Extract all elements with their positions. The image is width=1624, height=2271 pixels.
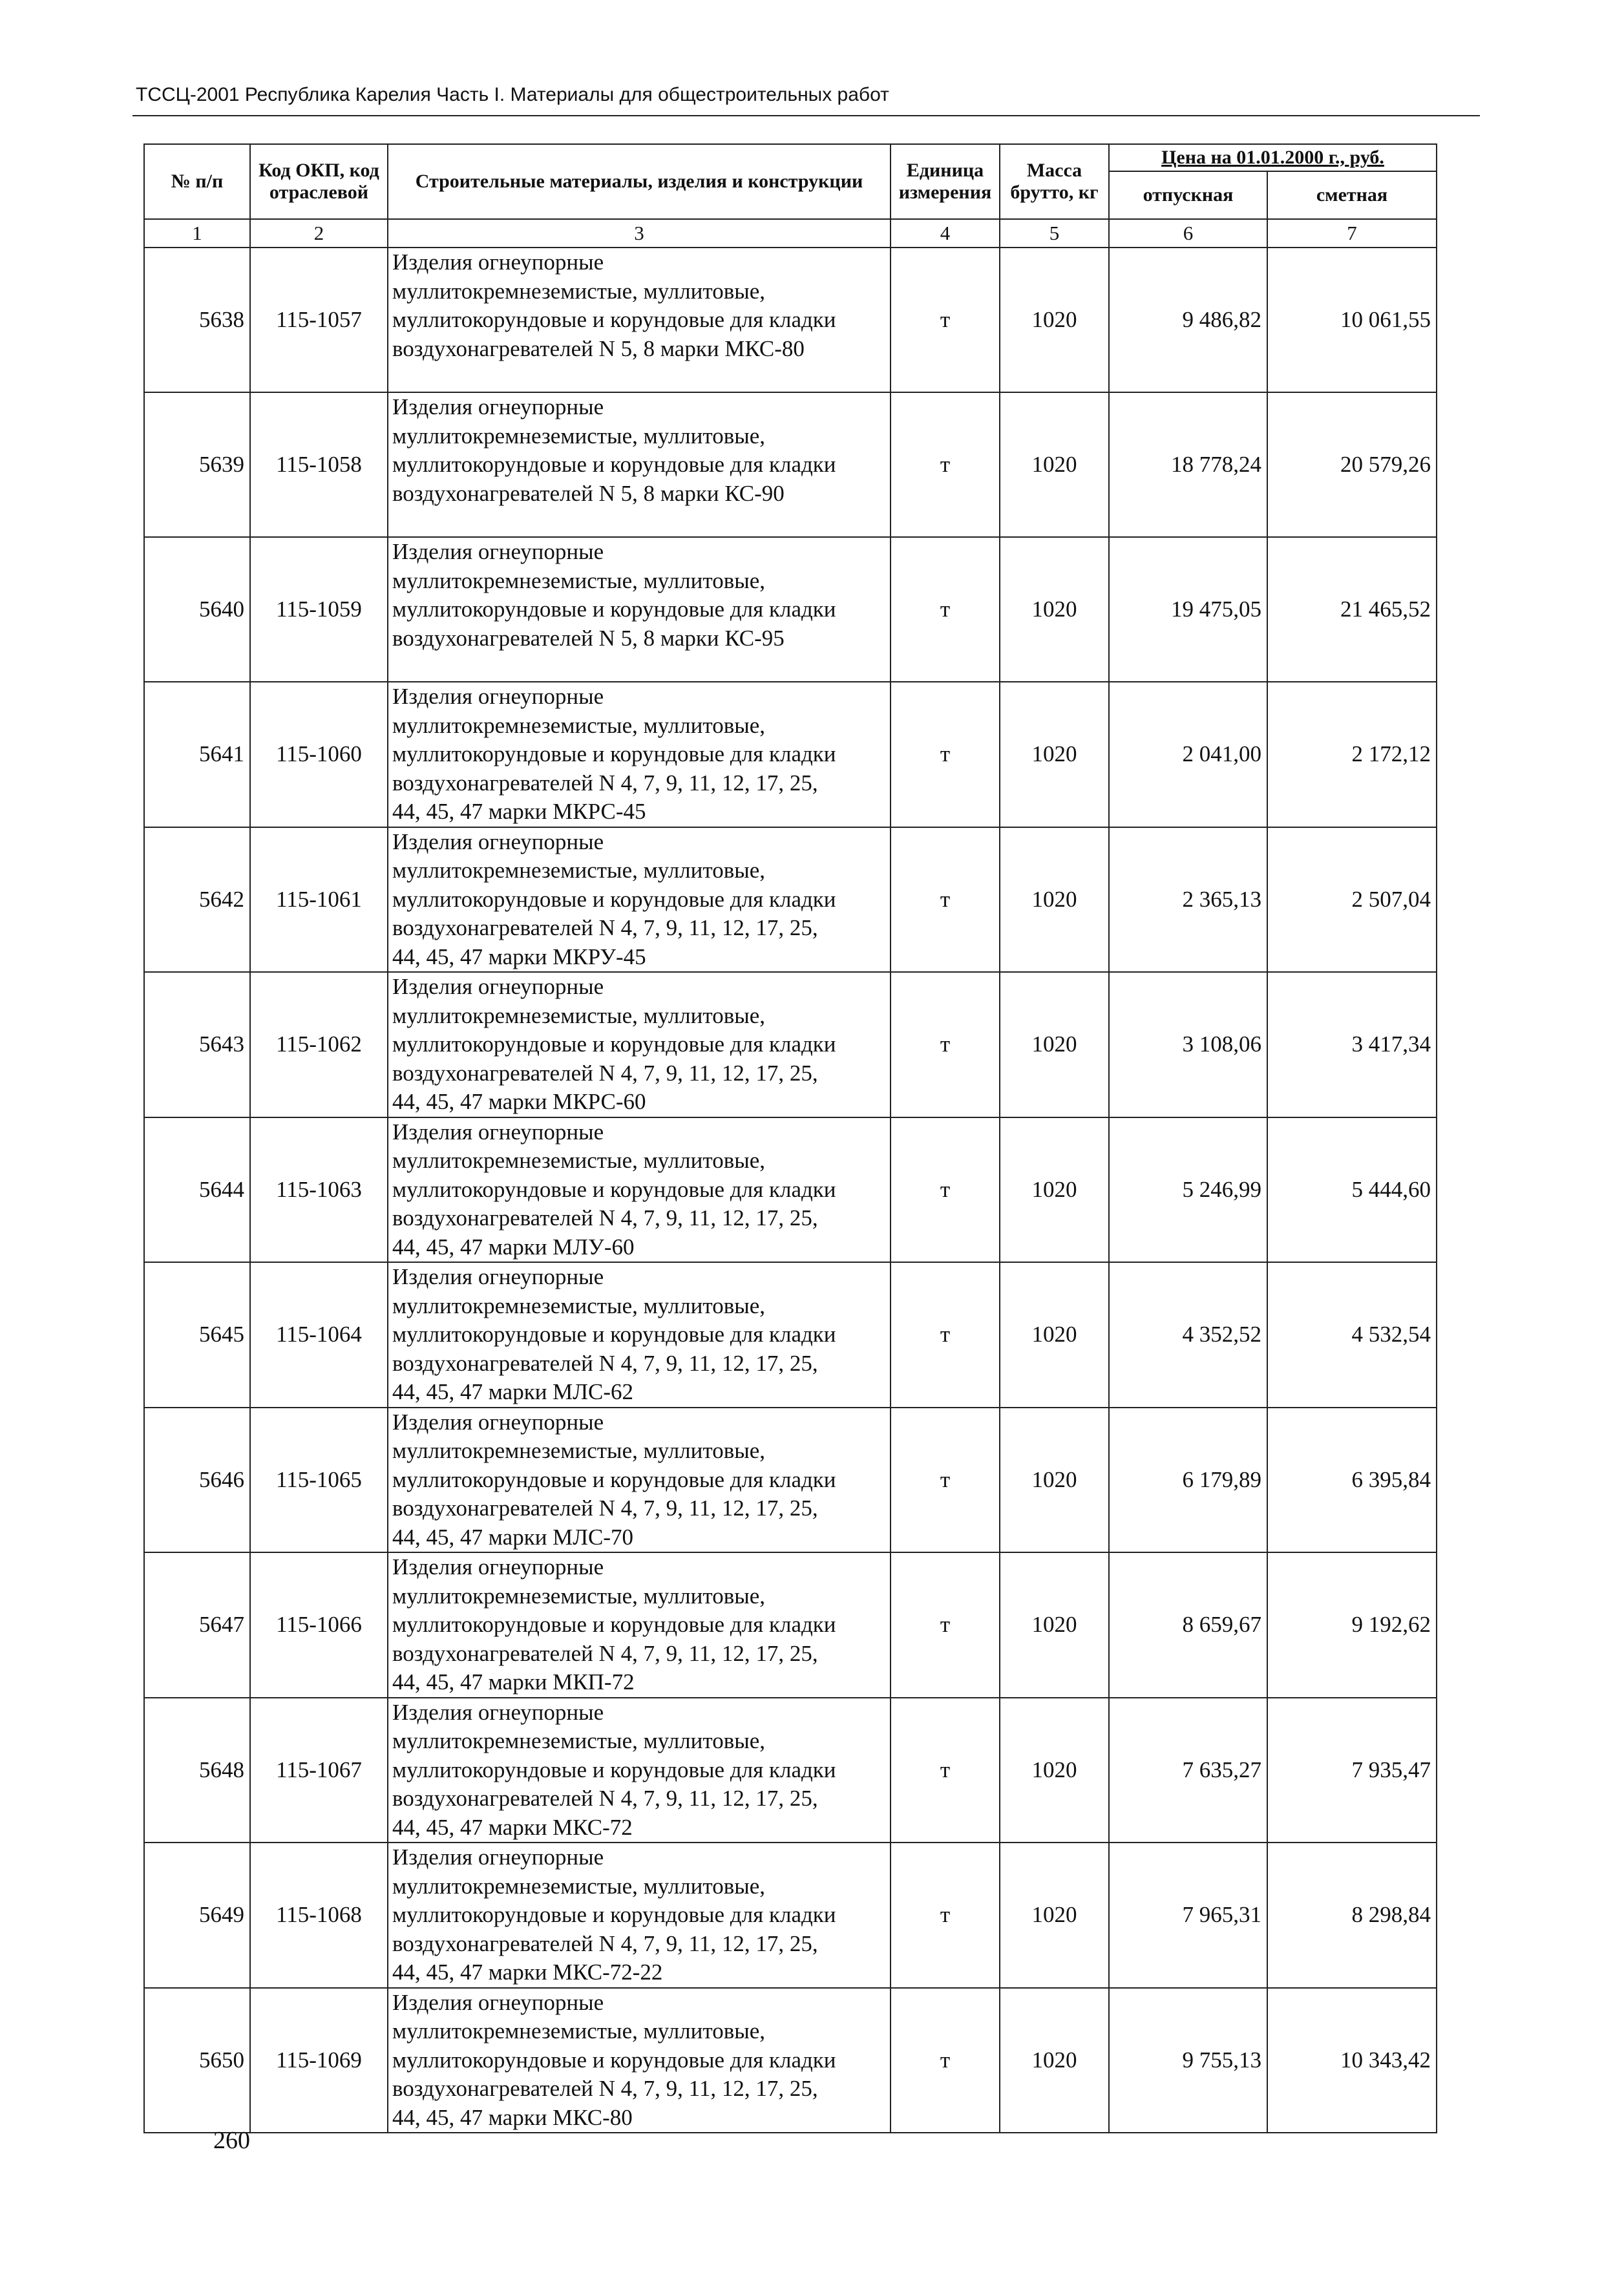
cell-name-line: муллитокремнеземистые, муллитовые, — [392, 2018, 766, 2044]
table-row — [144, 1698, 1437, 1843]
cell-name — [388, 1988, 891, 2133]
cell-unit: т — [891, 827, 1000, 973]
cell-name-line: Изделия огнеупорные — [392, 974, 604, 999]
cell-name — [388, 1843, 891, 1988]
cell-name-line: муллитокорундовые и корундовые для кладки — [392, 1031, 836, 1057]
cell-price-release: 3 108,06 — [1109, 972, 1267, 1117]
cell-name-line: муллитокорундовые и корундовые для кладки — [392, 886, 836, 912]
cell-no: 5646 — [144, 1408, 250, 1553]
cell-price-release: 9 755,13 — [1109, 1988, 1267, 2133]
cell-name — [388, 1262, 891, 1408]
cell-name-line: муллитокорундовые и корундовые для кладки — [392, 1176, 836, 1202]
cell-name — [388, 827, 891, 973]
cell-name-line: воздухонагревателей N 4, 7, 9, 11, 12, 17, 25, — [392, 770, 818, 796]
cell-name-line: воздухонагревателей N 5, 8 марки КС-90 — [392, 480, 785, 506]
header-name: Строительные материалы, изделия и конструкции — [388, 144, 891, 219]
cell-name — [388, 1552, 891, 1698]
cell-name-line: 44, 45, 47 марки МКРС-60 — [392, 1089, 646, 1114]
cell-name-line: воздухонагревателей N 4, 7, 9, 11, 12, 17, 25, — [392, 1930, 818, 1956]
cell-name-line: муллитокорундовые и корундовые для кладки — [392, 1322, 836, 1347]
cell-okp: 115-1067 — [250, 1698, 388, 1843]
cell-mass: 1020 — [1000, 827, 1109, 973]
cell-name-line: Изделия огнеупорные — [392, 1554, 604, 1579]
cell-name-line: муллитокремнеземистые, муллитовые, — [392, 1002, 766, 1028]
cell-price-estimate: 3 417,34 — [1267, 972, 1437, 1117]
cell-price-estimate: 5 444,60 — [1267, 1117, 1437, 1263]
cell-name — [388, 682, 891, 827]
cell-unit: т — [891, 537, 1000, 682]
cell-name-line: муллитокорундовые и корундовые для кладки — [392, 452, 836, 477]
cell-name-line: муллитокорундовые и корундовые для кладки — [392, 2047, 836, 2073]
column-number-row — [144, 219, 1437, 248]
cell-name-line: муллитокремнеземистые, муллитовые, — [392, 567, 766, 593]
header-rule — [132, 115, 1480, 116]
cell-unit: т — [891, 1408, 1000, 1553]
cell-okp: 115-1058 — [250, 392, 388, 537]
cell-name-line: воздухонагревателей N 4, 7, 9, 11, 12, 17, 25, — [392, 1495, 818, 1521]
cell-okp: 115-1063 — [250, 1117, 388, 1263]
cell-okp: 115-1066 — [250, 1552, 388, 1698]
column-number: 2 — [250, 219, 388, 248]
cell-price-estimate: 2 172,12 — [1267, 682, 1437, 827]
cell-name-line: муллитокорундовые и корундовые для кладки — [392, 1902, 836, 1927]
cell-unit: т — [891, 248, 1000, 392]
cell-name-line: Изделия огнеупорные — [392, 394, 604, 419]
cell-name-line: Изделия огнеупорные — [392, 1119, 604, 1145]
cell-name-line: 44, 45, 47 марки МКС-72-22 — [392, 1959, 663, 1985]
cell-unit: т — [891, 682, 1000, 827]
cell-price-estimate: 10 343,42 — [1267, 1988, 1437, 2133]
header-price-release: отпускная — [1109, 171, 1267, 219]
table-row — [144, 1262, 1437, 1408]
cell-mass: 1020 — [1000, 972, 1109, 1117]
cell-name-line: муллитокремнеземистые, муллитовые, — [392, 1148, 766, 1173]
cell-mass: 1020 — [1000, 1988, 1109, 2133]
cell-price-release: 2 365,13 — [1109, 827, 1267, 973]
cell-mass: 1020 — [1000, 682, 1109, 827]
cell-price-estimate: 8 298,84 — [1267, 1843, 1437, 1988]
cell-name-line: Изделия огнеупорные — [392, 1699, 604, 1725]
cell-okp: 115-1057 — [250, 248, 388, 392]
cell-no: 5649 — [144, 1843, 250, 1988]
cell-name-line: воздухонагревателей N 4, 7, 9, 11, 12, 17, 25, — [392, 1060, 818, 1086]
page-number: 260 — [213, 2127, 250, 2154]
cell-name-line: муллитокремнеземистые, муллитовые, — [392, 1293, 766, 1318]
cell-name — [388, 972, 891, 1117]
cell-name-line: 44, 45, 47 марки МКС-72 — [392, 1814, 633, 1840]
cell-name-line: Изделия огнеупорные — [392, 829, 604, 854]
price-table — [143, 143, 1437, 2133]
cell-name — [388, 248, 891, 392]
cell-no: 5645 — [144, 1262, 250, 1408]
cell-okp: 115-1069 — [250, 1988, 388, 2133]
cell-name-line: муллитокорундовые и корундовые для кладки — [392, 1757, 836, 1782]
cell-name-line: воздухонагревателей N 4, 7, 9, 11, 12, 17, 25, — [392, 1786, 818, 1811]
table-row — [144, 972, 1437, 1117]
cell-price-estimate: 7 935,47 — [1267, 1698, 1437, 1843]
cell-unit: т — [891, 1262, 1000, 1408]
table-row — [144, 1552, 1437, 1698]
cell-name-line: муллитокремнеземистые, муллитовые, — [392, 423, 766, 449]
column-number: 1 — [144, 219, 250, 248]
column-number: 4 — [891, 219, 1000, 248]
cell-okp: 115-1059 — [250, 537, 388, 682]
cell-no: 5647 — [144, 1552, 250, 1698]
cell-name-line: Изделия огнеупорные — [392, 1844, 604, 1870]
cell-unit: т — [891, 1117, 1000, 1263]
cell-price-release: 6 179,89 — [1109, 1408, 1267, 1553]
header-price-group: Цена на 01.01.2000 г., руб. — [1109, 144, 1437, 171]
cell-unit: т — [891, 1988, 1000, 2133]
table-row — [144, 682, 1437, 827]
cell-name-line: Изделия огнеупорные — [392, 1989, 604, 2015]
table-row — [144, 248, 1437, 392]
cell-name — [388, 1117, 891, 1263]
cell-mass: 1020 — [1000, 1698, 1109, 1843]
header-mass: Масса брутто, кг — [1000, 144, 1109, 219]
cell-okp: 115-1060 — [250, 682, 388, 827]
cell-name-line: Изделия огнеупорные — [392, 1264, 604, 1289]
cell-name-line: муллитокремнеземистые, муллитовые, — [392, 858, 766, 883]
cell-no: 5641 — [144, 682, 250, 827]
cell-mass: 1020 — [1000, 1843, 1109, 1988]
cell-name-line: муллитокорундовые и корундовые для кладки — [392, 307, 836, 332]
header-price-estimate: сметная — [1267, 171, 1437, 219]
cell-mass: 1020 — [1000, 392, 1109, 537]
cell-name-line: муллитокремнеземистые, муллитовые, — [392, 1438, 766, 1463]
cell-name-line: муллитокремнеземистые, муллитовые, — [392, 1873, 766, 1899]
table-row — [144, 1117, 1437, 1263]
cell-mass: 1020 — [1000, 537, 1109, 682]
cell-unit: т — [891, 1698, 1000, 1843]
cell-name-line: муллитокорундовые и корундовые для кладки — [392, 1612, 836, 1637]
column-number: 7 — [1267, 219, 1437, 248]
table-header — [144, 144, 1437, 219]
cell-no: 5642 — [144, 827, 250, 973]
cell-no: 5644 — [144, 1117, 250, 1263]
cell-okp: 115-1068 — [250, 1843, 388, 1988]
cell-price-release: 18 778,24 — [1109, 392, 1267, 537]
cell-price-release: 7 965,31 — [1109, 1843, 1267, 1988]
cell-name-line: муллитокорундовые и корундовые для кладки — [392, 597, 836, 622]
cell-unit: т — [891, 392, 1000, 537]
header-unit: Единица измерения — [891, 144, 1000, 219]
column-number: 3 — [388, 219, 891, 248]
cell-okp: 115-1064 — [250, 1262, 388, 1408]
cell-name-line: воздухонагревателей N 4, 7, 9, 11, 12, 17, 25, — [392, 2076, 818, 2101]
cell-no: 5643 — [144, 972, 250, 1117]
cell-price-release: 7 635,27 — [1109, 1698, 1267, 1843]
header-no: № п/п — [144, 144, 250, 219]
cell-price-release: 8 659,67 — [1109, 1552, 1267, 1698]
table-row — [144, 1843, 1437, 1988]
cell-name-line: муллитокорундовые и корундовые для кладки — [392, 1466, 836, 1492]
cell-name-line: воздухонагревателей N 4, 7, 9, 11, 12, 17, 25, — [392, 1640, 818, 1666]
cell-name-line: воздухонагревателей N 4, 7, 9, 11, 12, 17, 25, — [392, 1205, 818, 1231]
cell-price-release: 4 352,52 — [1109, 1262, 1267, 1408]
cell-price-estimate: 20 579,26 — [1267, 392, 1437, 537]
cell-price-estimate: 21 465,52 — [1267, 537, 1437, 682]
cell-price-release: 9 486,82 — [1109, 248, 1267, 392]
cell-name-line: воздухонагревателей N 4, 7, 9, 11, 12, 17, 25, — [392, 1350, 818, 1376]
cell-name-line: воздухонагревателей N 5, 8 марки КС-95 — [392, 625, 785, 651]
cell-name-line: воздухонагревателей N 4, 7, 9, 11, 12, 17, 25, — [392, 915, 818, 940]
cell-name-line: 44, 45, 47 марки МЛУ-60 — [392, 1234, 635, 1260]
table-row — [144, 537, 1437, 682]
table-row — [144, 1988, 1437, 2133]
cell-no: 5638 — [144, 248, 250, 392]
cell-price-estimate: 2 507,04 — [1267, 827, 1437, 973]
cell-name-line: муллитокремнеземистые, муллитовые, — [392, 278, 766, 304]
cell-okp: 115-1065 — [250, 1408, 388, 1553]
table-body — [144, 219, 1437, 2133]
cell-okp: 115-1062 — [250, 972, 388, 1117]
table-row — [144, 392, 1437, 537]
cell-name-line: Изделия огнеупорные — [392, 684, 604, 709]
cell-mass: 1020 — [1000, 1408, 1109, 1553]
cell-price-estimate: 10 061,55 — [1267, 248, 1437, 392]
cell-name-line: 44, 45, 47 марки МЛС-70 — [392, 1524, 634, 1550]
cell-name-line: муллитокремнеземистые, муллитовые, — [392, 1583, 766, 1609]
cell-no: 5648 — [144, 1698, 250, 1843]
cell-name-line: 44, 45, 47 марки МКРУ-45 — [392, 944, 646, 969]
cell-name-line: Изделия огнеупорные — [392, 1409, 604, 1435]
cell-no: 5640 — [144, 537, 250, 682]
cell-name — [388, 392, 891, 537]
cell-no: 5650 — [144, 1988, 250, 2133]
cell-unit: т — [891, 972, 1000, 1117]
cell-name-line: 44, 45, 47 марки МЛС-62 — [392, 1379, 634, 1404]
cell-unit: т — [891, 1843, 1000, 1988]
cell-name-line: муллитокорундовые и корундовые для кладки — [392, 741, 836, 766]
cell-mass: 1020 — [1000, 1552, 1109, 1698]
cell-name-line: муллитокремнеземистые, муллитовые, — [392, 712, 766, 738]
table-row — [144, 827, 1437, 973]
cell-name-line: 44, 45, 47 марки МКС-80 — [392, 2104, 633, 2130]
cell-name — [388, 1408, 891, 1553]
column-number: 6 — [1109, 219, 1267, 248]
cell-price-release: 19 475,05 — [1109, 537, 1267, 682]
cell-price-release: 5 246,99 — [1109, 1117, 1267, 1263]
cell-name-line: 44, 45, 47 марки МКП-72 — [392, 1669, 635, 1695]
cell-unit: т — [891, 1552, 1000, 1698]
column-number: 5 — [1000, 219, 1109, 248]
cell-mass: 1020 — [1000, 248, 1109, 392]
cell-mass: 1020 — [1000, 1117, 1109, 1263]
cell-price-estimate: 6 395,84 — [1267, 1408, 1437, 1553]
cell-name — [388, 1698, 891, 1843]
cell-name-line: муллитокремнеземистые, муллитовые, — [392, 1728, 766, 1753]
cell-price-release: 2 041,00 — [1109, 682, 1267, 827]
cell-name — [388, 537, 891, 682]
header-okp: Код ОКП, код отраслевой — [250, 144, 388, 219]
cell-name-line: Изделия огнеупорные — [392, 249, 604, 275]
cell-name-line: воздухонагревателей N 5, 8 марки МКС-80 — [392, 335, 805, 361]
running-header: ТССЦ-2001 Республика Карелия Часть I. Материалы для общестроительных работ — [136, 84, 889, 105]
cell-name-line: Изделия огнеупорные — [392, 539, 604, 564]
cell-price-estimate: 9 192,62 — [1267, 1552, 1437, 1698]
cell-price-estimate: 4 532,54 — [1267, 1262, 1437, 1408]
table-row — [144, 1408, 1437, 1553]
cell-name-line: 44, 45, 47 марки МКРС-45 — [392, 799, 646, 824]
cell-mass: 1020 — [1000, 1262, 1109, 1408]
cell-okp: 115-1061 — [250, 827, 388, 973]
cell-no: 5639 — [144, 392, 250, 537]
